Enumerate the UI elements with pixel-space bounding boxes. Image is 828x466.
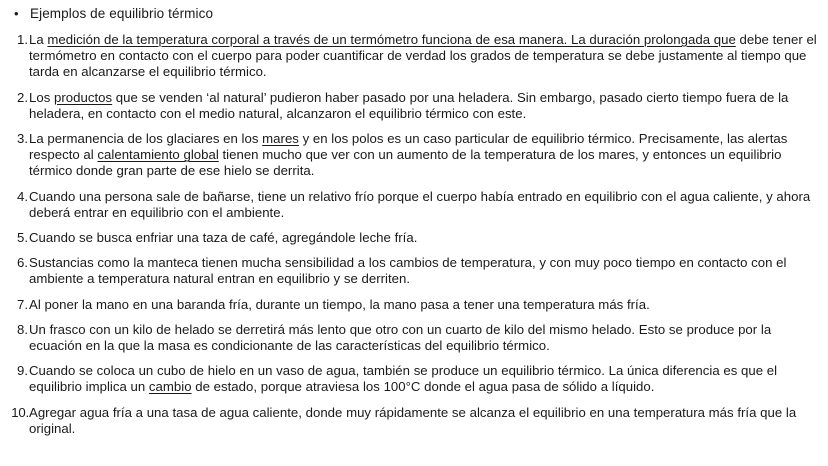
list-item-text bbox=[29, 189, 822, 221]
list-item-text bbox=[29, 131, 822, 180]
list-item-text bbox=[29, 297, 822, 313]
text-run: que se venden ‘al natural’ pudieron haber pasado por una heladera. Sin embargo, pasado cierto tiempo fuera de la heladera, en contacto con el medio natural, alcanzaron el equilibrio térmico con este. bbox=[29, 89, 789, 121]
underlined-run: cambio bbox=[148, 379, 192, 395]
text-run: de estado, porque atraviesa los 100°C donde el agua pasa de sólido a líquido. bbox=[191, 379, 655, 395]
list-item-number: 8. bbox=[17, 321, 28, 337]
list-item-text bbox=[29, 322, 822, 354]
underlined-run: medición de la temperatura corporal a través de un termómetro funciona de esa manera. La duración prolongada que bbox=[47, 32, 736, 47]
list-item-number: 10. bbox=[11, 404, 29, 420]
list-item bbox=[6, 363, 822, 395]
text-run: Un frasco con un kilo de helado se derretirá más lento que otro con un cuarto de kilo del mismo helado. Esto se produce por la ecuación en la que la masa es condicionante de las características del equilibrio térmico. bbox=[29, 321, 772, 354]
list-item-number: 6. bbox=[17, 255, 28, 271]
list-item bbox=[6, 297, 822, 313]
list-item-text bbox=[29, 363, 822, 395]
list-item-text bbox=[29, 230, 822, 246]
text-run: y en los polos es un caso particular de equilibrio térmico. Precisamente, las alertas respecto al bbox=[29, 131, 788, 163]
list-item-number: 4. bbox=[17, 188, 28, 204]
text-run: Cuando se coloca un cubo de hielo en un vaso de agua, también se produce un equilibrio térmico. La única diferencia es que el equilibrio implica un bbox=[29, 363, 778, 395]
list-item bbox=[6, 255, 822, 287]
list-item-number: 2. bbox=[17, 89, 28, 105]
list-item-text bbox=[29, 255, 822, 287]
text-run: debe tener el termómetro en contacto con el cuerpo para poder cuantificar de verdad los grados de temperatura se debe justamente al tiempo que tarda en alcanzarse el equilibrio térmico. bbox=[29, 32, 817, 80]
bullet-marker-icon: • bbox=[14, 6, 19, 21]
list-item-number: 5. bbox=[17, 230, 28, 246]
text-run: Sustancias como la manteca tienen mucha sensibilidad a los cambios de temperatura, y con muy poco tiempo en contacto con el ambiente a temperatura natural entran en equilibrio y se derriten. bbox=[29, 255, 787, 287]
list-item bbox=[6, 32, 822, 81]
list-item bbox=[6, 405, 822, 437]
list-item-number: 9. bbox=[17, 363, 28, 379]
list-item bbox=[6, 230, 822, 246]
underlined-run: productos bbox=[54, 89, 113, 105]
text-run: Al poner la mano en una baranda fría, durante un tiempo, la mano pasa a tener una temperatura más fría. bbox=[29, 296, 650, 312]
underlined-run: calentamiento global bbox=[97, 147, 219, 163]
list-item bbox=[6, 322, 822, 354]
numbered-list bbox=[6, 32, 822, 437]
text-run: tienen mucho que ver con un aumento de la temperatura de los mares, y entonces un equilibrio térmico donde gran parte de ese hielo se derrita. bbox=[29, 147, 782, 179]
text-run: Cuando una persona sale de bañarse, tiene un relativo frío porque el cuerpo había entrado en equilibrio con el agua caliente, y ahora deberá entrar en equilibrio con el ambiente. bbox=[29, 188, 811, 220]
text-run: La bbox=[29, 32, 48, 47]
text-run: Cuando se busca enfriar una taza de café, agregándole leche fría. bbox=[29, 230, 418, 246]
text-run: Agregar agua fría a una tasa de agua caliente, donde muy rápidamente se alcanza el equilibrio en una temperatura más fría que la original. bbox=[29, 404, 797, 436]
list-item bbox=[6, 131, 822, 180]
list-item-text bbox=[29, 405, 822, 437]
underlined-run: mares bbox=[262, 131, 299, 147]
bullet-heading bbox=[6, 5, 822, 22]
list-item bbox=[6, 189, 822, 221]
list-item-text bbox=[29, 32, 822, 81]
bullet-heading-text: Ejemplos de equilibrio térmico bbox=[30, 6, 214, 21]
list-item-text bbox=[29, 90, 822, 122]
text-run: La permanencia de los glaciares en los bbox=[29, 131, 263, 147]
list-item bbox=[6, 90, 822, 122]
list-item-number: 7. bbox=[17, 296, 28, 312]
text-run: Los bbox=[29, 89, 55, 105]
list-item-number: 3. bbox=[17, 131, 28, 147]
list-item-number: 1. bbox=[17, 32, 28, 47]
